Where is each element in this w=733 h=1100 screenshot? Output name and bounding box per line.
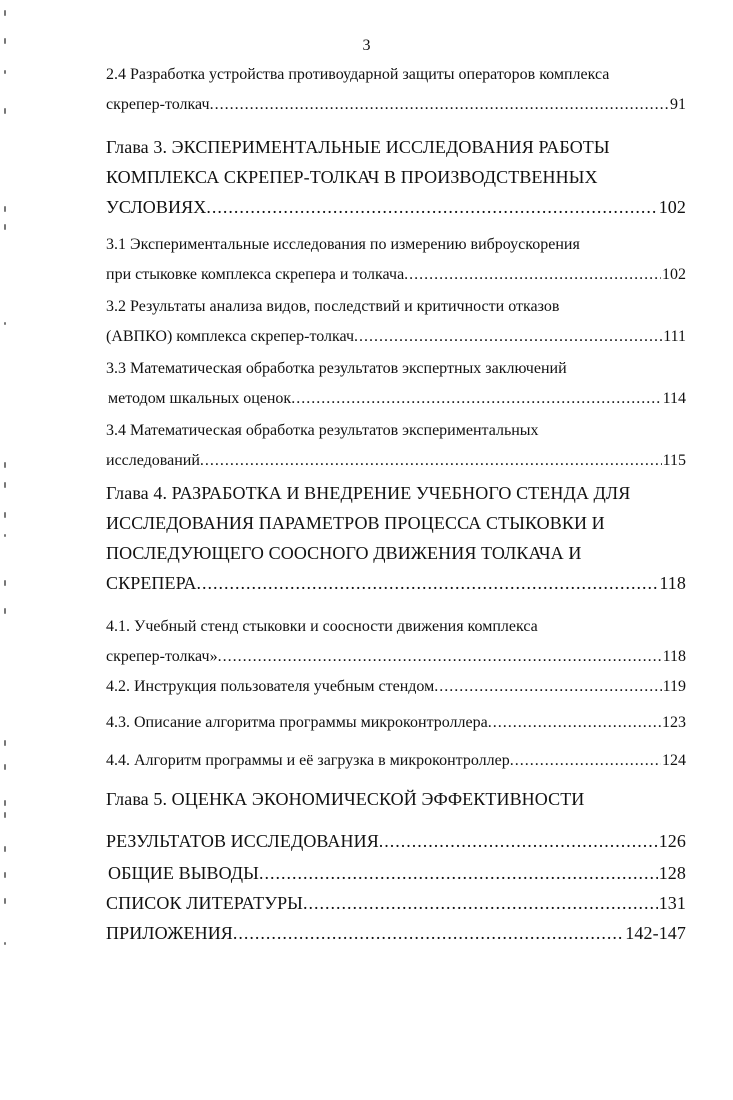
toc-line: СПИСОК ЛИТЕРАТУРЫ <box>106 893 303 913</box>
leader-dots <box>233 918 624 948</box>
toc-line: РЕЗУЛЬТАТОВ ИССЛЕДОВАНИЯ <box>106 831 379 851</box>
toc-line: 3.2 Результаты анализа видов, последствий и критичности отказов <box>106 298 560 315</box>
toc-line: СКРЕПЕРА <box>106 573 197 593</box>
toc-page-number: 124 <box>662 752 686 769</box>
toc-page-number: 128 <box>658 863 686 883</box>
toc-page-number: 119 <box>662 678 686 695</box>
toc-page-number: 142-147 <box>625 923 686 943</box>
toc-line: методом шкальных оценок <box>108 390 292 407</box>
leader-dots <box>200 446 662 476</box>
leader-dots <box>379 826 658 856</box>
toc-entry-3-2 <box>106 292 686 352</box>
leader-dots <box>291 384 661 414</box>
toc-entry-4-2 <box>106 672 686 702</box>
toc-line: 4.4. Алгоритм программы и её загрузка в микроконтроллер <box>106 752 510 769</box>
toc-line: (АВПКО) комплекса скрепер-толкач <box>106 328 355 345</box>
toc-page-number: 114 <box>662 390 686 407</box>
toc-line: ИССЛЕДОВАНИЯ ПАРАМЕТРОВ ПРОЦЕССА СТЫКОВКИ И <box>106 513 605 533</box>
toc-line: Глава 4. РАЗРАБОТКА И ВНЕДРЕНИЕ УЧЕБНОГО СТЕНДА ДЛЯ <box>106 483 631 503</box>
leader-dots <box>488 708 661 738</box>
toc-page-number: 118 <box>662 648 686 665</box>
toc-page-number: 131 <box>658 893 686 913</box>
leader-dots <box>354 322 662 352</box>
toc-line: 3.3 Математическая обработка результатов экспертных заключений <box>106 360 567 377</box>
toc-page-number: 123 <box>662 714 686 731</box>
leader-dots <box>434 672 661 702</box>
toc-entry-chapter-5 <box>106 784 686 856</box>
leader-dots <box>259 858 658 888</box>
toc-page-number: 102 <box>662 266 686 283</box>
leader-dots <box>197 568 659 598</box>
toc-line: ПРИЛОЖЕНИЯ <box>106 923 233 943</box>
toc-entry-2-4 <box>106 60 686 120</box>
toc-line: 4.1. Учебный стенд стыковки и соосности движения комплекса <box>106 618 538 635</box>
toc-line: УСЛОВИЯХ <box>106 197 207 217</box>
toc-line: скрепер-толкач <box>106 96 210 113</box>
toc-entry-3-1 <box>106 230 686 290</box>
toc-line: ПОСЛЕДУЮЩЕГО СООСНОГО ДВИЖЕНИЯ ТОЛКАЧА И <box>106 543 582 563</box>
toc-page-number: 115 <box>662 452 686 469</box>
toc-entry-4-1 <box>106 612 686 672</box>
toc-entry-chapter-3 <box>106 132 686 222</box>
page-number: 3 <box>362 37 371 54</box>
toc-line: 3.1 Экспериментальные исследования по измерению виброускорения <box>106 236 580 253</box>
toc-line: Глава 5. ОЦЕНКА ЭКОНОМИЧЕСКОЙ ЭФФЕКТИВНОСТИ <box>106 789 585 809</box>
toc-line: 2.4 Разработка устройства противоударной защиты операторов комплекса <box>106 66 610 83</box>
toc-entry-3-3 <box>106 354 686 414</box>
leader-dots <box>206 192 657 222</box>
toc-line: Глава 3. ЭКСПЕРИМЕНТАЛЬНЫЕ ИССЛЕДОВАНИЯ РАБОТЫ <box>106 137 610 157</box>
leader-dots <box>218 642 662 672</box>
toc-page-number: 91 <box>670 96 686 113</box>
toc-page-number: 111 <box>663 328 686 345</box>
toc-line: при стыковке комплекса скрепера и толкача <box>106 266 405 283</box>
toc-line: исследований <box>106 452 200 469</box>
toc-line: скрепер-толкач» <box>106 648 218 665</box>
table-of-contents <box>106 60 686 948</box>
toc-entry-4-4 <box>106 746 686 776</box>
toc-entry-appendices <box>106 918 686 948</box>
toc-line: КОМПЛЕКСА СКРЕПЕР-ТОЛКАЧ В ПРОИЗВОДСТВЕННЫХ <box>106 167 598 187</box>
toc-entry-3-4 <box>106 416 686 476</box>
toc-line: 3.4 Математическая обработка результатов экспериментальных <box>106 422 539 439</box>
toc-page-number: 118 <box>659 573 686 593</box>
toc-line: 4.2. Инструкция пользователя учебным стендом <box>106 678 435 695</box>
toc-page-number: 126 <box>658 831 686 851</box>
leader-dots <box>510 746 661 776</box>
toc-page-number: 102 <box>658 197 686 217</box>
leader-dots <box>303 888 658 918</box>
toc-line: 4.3. Описание алгоритма программы микроконтроллера <box>106 714 488 731</box>
leader-dots <box>210 90 669 120</box>
scan-margin-artifacts <box>4 0 12 1100</box>
toc-line: ОБЩИЕ ВЫВОДЫ <box>108 863 259 883</box>
toc-entry-references <box>106 888 686 918</box>
toc-entry-chapter-4 <box>106 478 686 598</box>
toc-entry-4-3 <box>106 708 686 738</box>
leader-dots <box>404 260 661 290</box>
toc-entry-conclusions <box>106 858 686 888</box>
